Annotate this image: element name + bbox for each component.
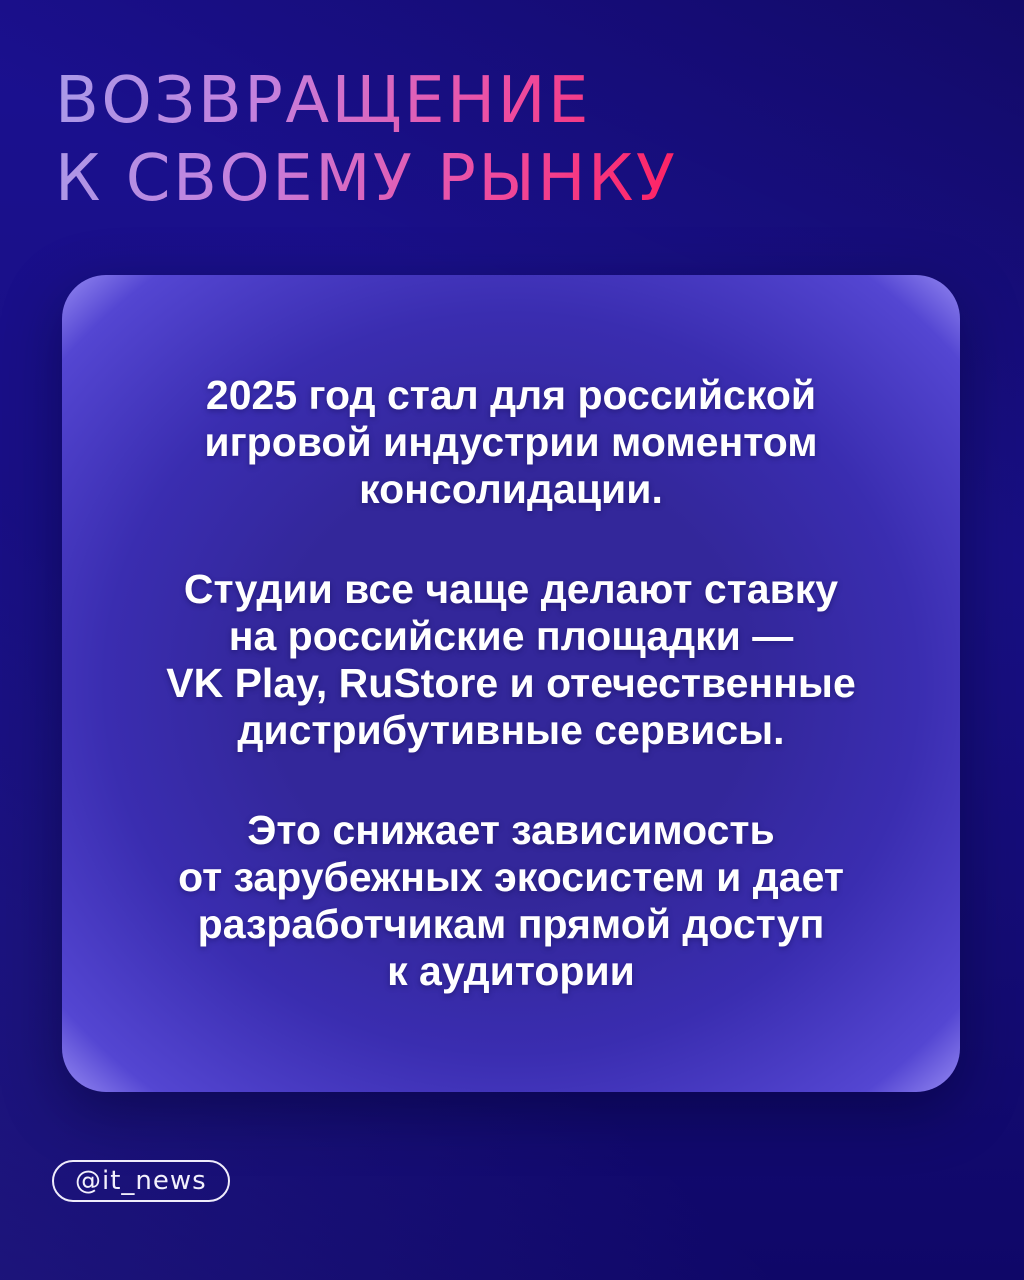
- info-card: [62, 275, 960, 1092]
- page-title-line1: ВОЗВРАЩЕНИЕ: [55, 64, 591, 138]
- card-paragraph-2: [166, 566, 856, 754]
- page-title: [55, 62, 677, 218]
- card-text-line: Студии все чаще делают ставку: [183, 566, 839, 612]
- channel-badge[interactable]: [52, 1160, 230, 1202]
- channel-badge-label: @it_news: [75, 1166, 207, 1196]
- card-text-line: VK Play, RuStore и отечественные: [166, 660, 856, 706]
- card-text-line: к аудитории: [387, 948, 635, 994]
- card-text-line: Это снижает зависимость: [247, 807, 775, 853]
- card-text-line: от зарубежных экосистем и дает: [178, 854, 844, 900]
- card-text-line: консолидации.: [359, 466, 663, 512]
- card-text-line: на российские площадки —: [228, 613, 794, 659]
- card-text-line: дистрибутивные сервисы.: [237, 707, 785, 753]
- page-title-line2: К СВОЕМУ РЫНКУ: [55, 142, 678, 216]
- card-text-line: игровой индустрии моментом: [204, 419, 818, 465]
- card-paragraph-1: [204, 372, 817, 513]
- card-text-line: разработчикам прямой доступ: [197, 901, 825, 947]
- card-paragraph-3: [178, 807, 844, 995]
- card-text-line: 2025 год стал для российской: [205, 372, 817, 418]
